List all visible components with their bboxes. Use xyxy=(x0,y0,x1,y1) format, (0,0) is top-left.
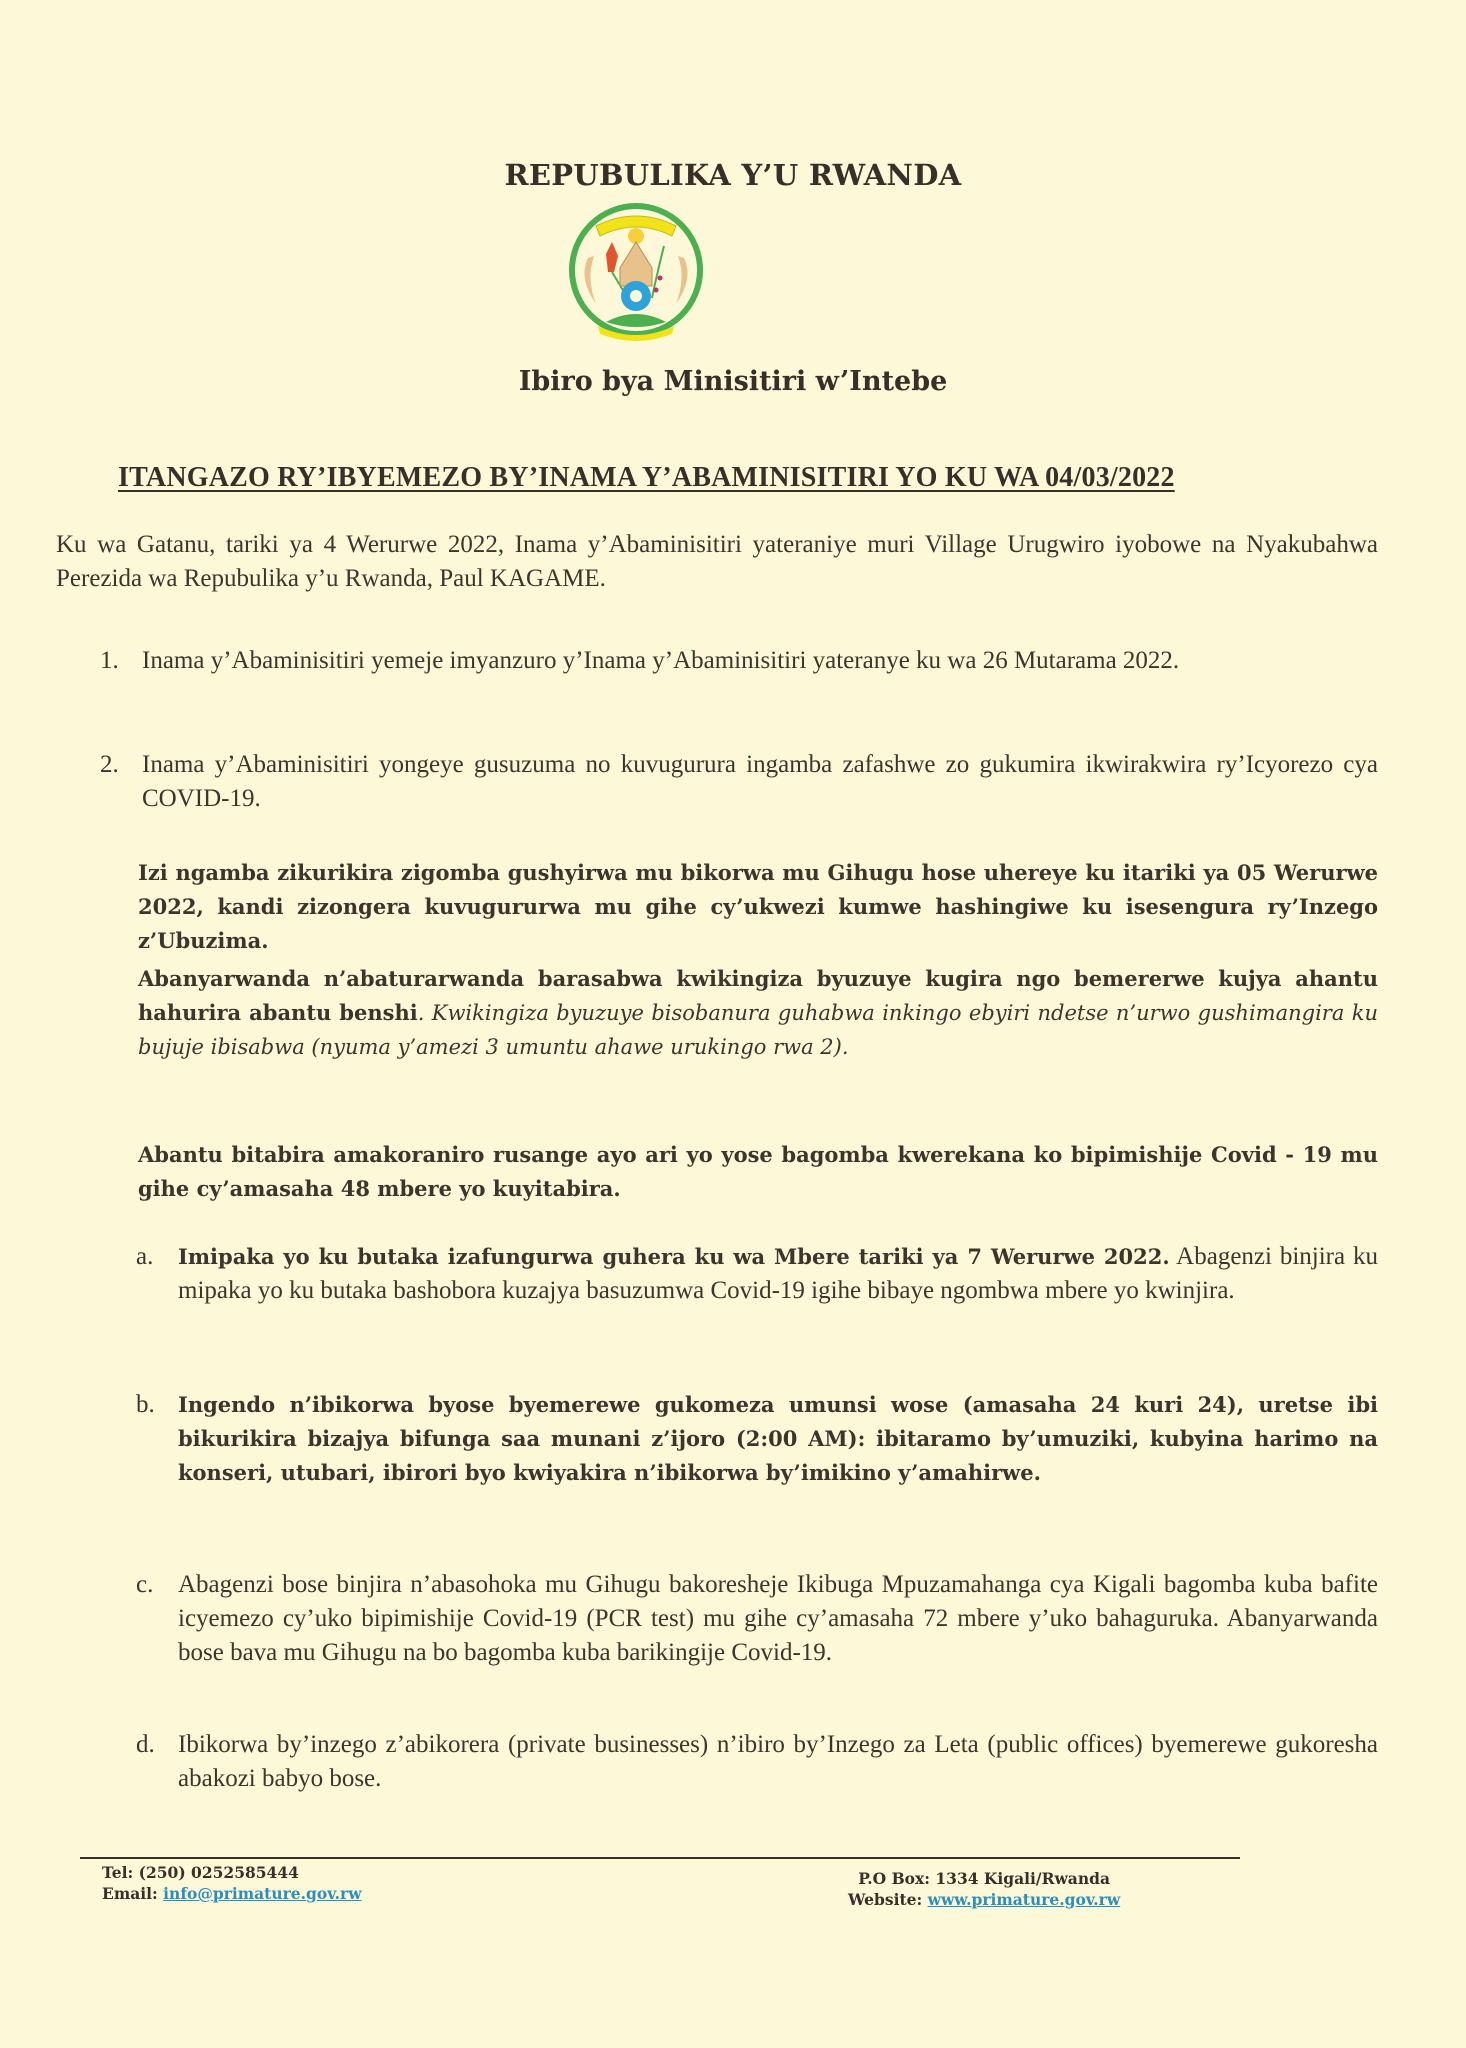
tel-label: Tel: xyxy=(102,1863,134,1882)
footer-website xyxy=(848,1889,1120,1910)
vaccination-paragraph xyxy=(138,962,1378,1064)
measures-paragraph: Izi ngamba zikurikira zigomba gushyirwa mu bikorwa mu Gihugu hose uhereye ku itariki ya 05 Werurwe 2022, kandi zizongera kuvugururwa mu gihe cy’ukwezi kumwe hashingiwe ku isesengura ry’Inzego z’Ubuzima. xyxy=(138,860,1378,953)
list-item-2 xyxy=(100,748,1378,816)
subitem-marker: a. xyxy=(136,1243,154,1270)
subitem-bold-text: Ingendo n’ibikorwa byose byemerewe gukomeza umunsi wose (amasaha 24 kuri 24), uretse ibi bikurikira bizajya bifunga saa munani z’ijoro (2:00 AM): ibitaramo by’umuziki, kubyina harimo na konseri, utubari, ibirori byo kwiyakira n’ibikorwa by’imikino y’amahirwe. xyxy=(178,1392,1378,1485)
footer-contact-right xyxy=(848,1868,1120,1910)
subitem-a xyxy=(136,1240,1378,1308)
website-link[interactable]: www.primature.gov.rw xyxy=(927,1890,1121,1909)
country-heading: REPUBULIKA Y’U RWANDA xyxy=(504,158,962,192)
subitem-text: Ibikorwa by’inzego z’abikorera (private businesses) n’ibiro by’Inzego za Leta (public offices) byemerewe gukoresha abakozi babyo bose. xyxy=(178,1731,1378,1792)
list-item-text: Inama y’Abaminisitiri yemeje imyanzuro y’Inama y’Abaminisitiri yateranye ku wa 26 Mutarama 2022. xyxy=(142,647,1180,674)
list-marker: 2. xyxy=(100,751,119,778)
subitem-text: Abagenzi binjira ku mipaka yo ku butaka bashobora kuzajya basuzumwa Covid-19 igihe bibaye ngombwa mbere yo kwinjira. xyxy=(178,1243,1378,1304)
email-label: Email: xyxy=(102,1884,158,1903)
email-link[interactable]: info@primature.gov.rw xyxy=(163,1884,362,1903)
list-item-1 xyxy=(100,644,1378,678)
intro-paragraph: Ku wa Gatanu, tariki ya 4 Werurwe 2022, Inama y’Abaminisitiri yateraniye muri Village Urugwiro iyobowe na Nyakubahwa Perezida wa Repubulika y’u Rwanda, Paul KAGAME. xyxy=(56,531,1378,592)
subitem-c xyxy=(136,1568,1378,1670)
office-name: Ibiro bya Minisitiri w’Intebe xyxy=(518,366,948,397)
subitem-marker: c. xyxy=(136,1571,154,1598)
subitem-b xyxy=(136,1388,1378,1490)
footer-pobox: P.O Box: 1334 Kigali/Rwanda xyxy=(858,1869,1111,1888)
website-label: Website: xyxy=(848,1890,923,1909)
subitem-bold-text: Imipaka yo ku butaka izafungurwa guhera ku wa Mbere tariki ya 7 Werurwe 2022. xyxy=(178,1244,1170,1269)
footer-tel xyxy=(102,1862,362,1883)
footer-contact-left xyxy=(102,1862,362,1904)
footer-divider xyxy=(80,1857,1240,1859)
subitem-text: Abagenzi bose binjira n’abasohoka mu Gihugu bakoresheje Ikibuga Mpuzamahanga cya Kigali bagomba kuba bafite icyemezo cy’uko bipimishije Covid-19 (PCR test) mu gihe cy’amasaha 72 mbere y’uko bahaguruka. Abanyarwanda bose bava mu Gihugu na bo bagomba kuba barikingije Covid-19. xyxy=(178,1571,1378,1666)
footer-email xyxy=(102,1883,362,1904)
vaccination-definition: . Kwikingiza byuzuye bisobanura guhabwa inkingo ebyiri ndetse n’urwo gushimangira ku bujuje ibisabwa (nyuma y’amezi 3 umuntu ahawe urukingo rwa 2). xyxy=(138,1001,1378,1059)
subitem-d xyxy=(136,1728,1378,1796)
tel-value: (250) 0252585444 xyxy=(138,1863,299,1882)
list-item-text: Inama y’Abaminisitiri yongeye gusuzuma no kuvugurura ingamba zafashwe zo gukumira ikwirakwira ry’Icyorezo cya COVID-19. xyxy=(142,751,1378,812)
vaccination-requirement: Abanyarwanda n’abaturarwanda barasabwa kwikingiza byuzuye kugira ngo bemererwe kujya ahantu hahurira abantu benshi xyxy=(138,966,1378,1025)
document-title: ITANGAZO RY’IBYEMEZO BY’INAMA Y’ABAMINISITIRI YO KU WA 04/03/2022 xyxy=(118,462,1175,493)
coat-of-arms-icon xyxy=(556,198,716,348)
subitem-marker: b. xyxy=(136,1391,155,1418)
subitem-marker: d. xyxy=(136,1731,155,1758)
gatherings-paragraph: Abantu bitabira amakoraniro rusange ayo ari yo yose bagomba kwerekana ko bipimishije Covid - 19 mu gihe cy’amasaha 48 mbere yo kuyitabira. xyxy=(138,1142,1378,1201)
list-marker: 1. xyxy=(100,647,119,674)
